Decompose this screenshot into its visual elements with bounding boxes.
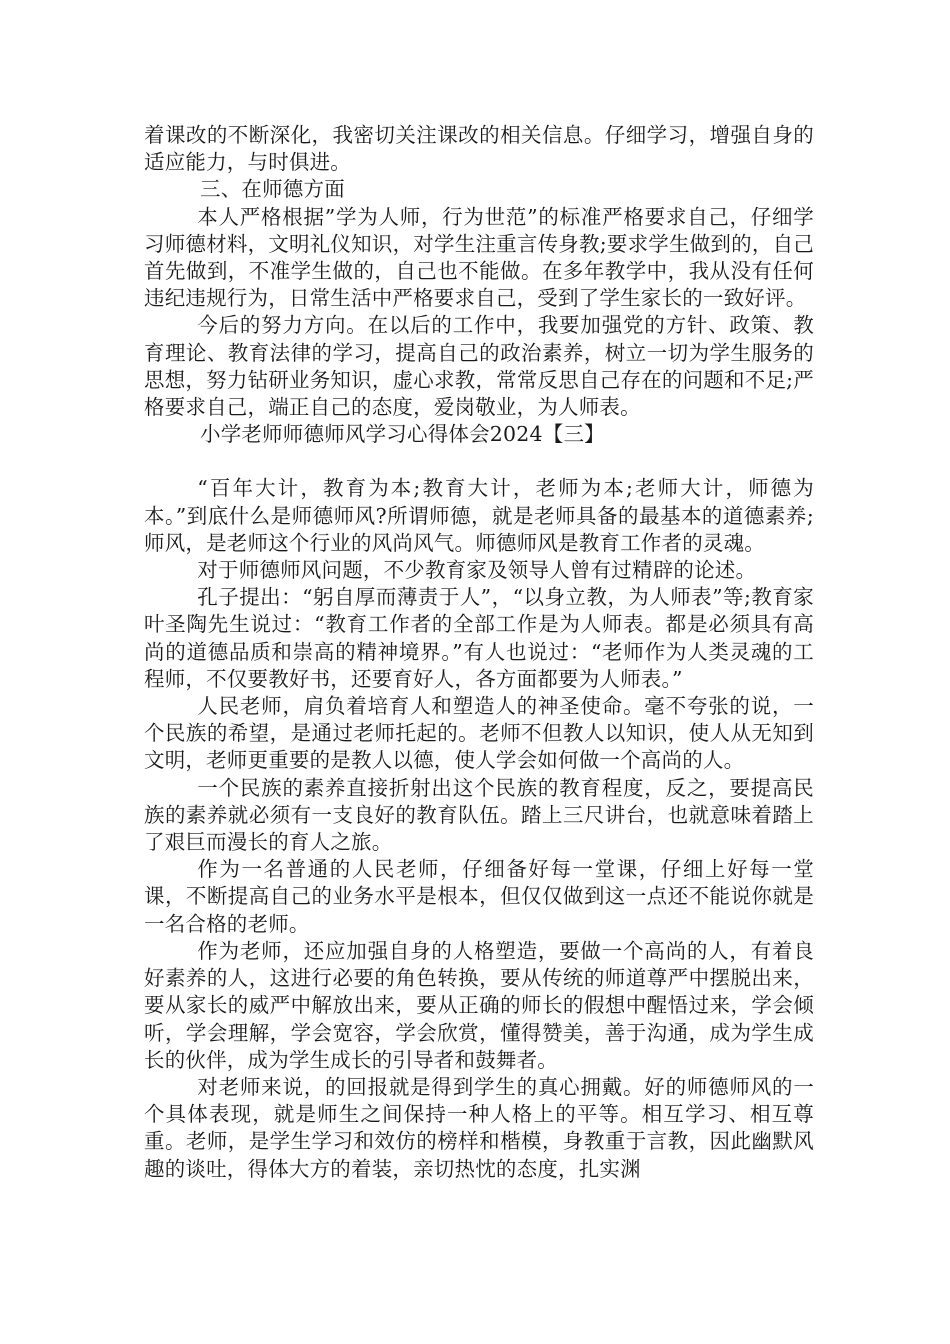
body-paragraph: 一个民族的素养直接折射出这个民族的教育程度，反之，要提高民族的素养就必须有一支良好的教育队伍。踏上三尺讲台，也就意味着踏上了艰巨而漫长的育人之旅。: [144, 775, 814, 855]
document-page: [144, 122, 814, 1183]
body-paragraph: 对老师来说，的回报就是得到学生的真心拥戴。好的师德师风的一个具体表现，就是师生之间保持一种人格上的平等。相互学习、相互尊重。老师，是学生学习和效仿的榜样和楷模，身教重于言教，因此幽默风趣的谈吐，得体大方的着装，亲切热忱的态度，扎实渊: [144, 1074, 814, 1181]
section-heading: 三、在师德方面: [200, 177, 345, 202]
blank-line: [144, 448, 814, 475]
body-paragraph: 作为老师，还应加强自身的人格塑造，要做一个高尚的人，有着良好素养的人，这进行必要的角色转换，要从传统的师道尊严中摆脱出来，要从家长的威严中解放出来，要从正确的师长的假想中醒悟过来，学会倾听，学会理解，学会宽容，学会欣赏，懂得赞美，善于沟通，成为学生成长的伙伴，成为学生成长的引导者和鼓舞者。: [144, 938, 814, 1072]
body-paragraph: 对于师德师风问题，不少教育家及领导人曾有过精辟的论述。: [197, 558, 757, 583]
body-paragraph: 作为一名普通的人民老师，仔细备好每一堂课，仔细上好每一堂课，不断提高自己的业务水平是根本，但仅仅做到这一点还不能说你就是一名合格的老师。: [144, 857, 814, 936]
body-paragraph: “百年大计，教育为本;教育大计，老师为本;老师大计，师德为本。”到底什么是师德师风?所谓师德，就是老师具备的最基本的道德素养;师风，是老师这个行业的风尚风气。师德师风是教育工作者的灵魂。: [144, 476, 814, 555]
continued-paragraph: 着课改的不断深化，我密切关注课改的相关信息。仔细学习，增强自身的适应能力，与时俱进。: [144, 123, 814, 175]
body-paragraph: 孔子提出：“躬自厚而薄责于人”，“以身立教，为人师表”等;教育家叶圣陶先生说过：“教育工作者的全部工作是为人师表。都是必须具有高尚的道德品质和崇高的精神境界。”有人也说过：“老师作为人类灵魂的工程师，不仅要教好书，还要育好人，各方面都要为人师表。”: [144, 585, 814, 691]
article-title: 小学老师师德师风学习心得体会2024【三】: [200, 422, 605, 447]
section-paragraph: 本人严格根据”学为人师，行为世范”的标准严格要求自己，仔细学习师德材料，文明礼仪知识，对学生注重言传身教;要求学生做到的，自己首先做到，不准学生做的，自己也不能做。在多年教学中，我从没有任何违纪违规行为，日常生活中严格要求自己，受到了学生家长的一致好评。: [144, 204, 814, 311]
future-direction-paragraph: 今后的努力方向。在以后的工作中，我要加强党的方针、政策、教育理论、教育法律的学习，提高自己的政治素养，树立一切为学生服务的思想，努力钻研业务知识，虚心求教，常常反思自己存在的问题和不足;严格要求自己，端正自己的态度，爱岗敬业，为人师表。: [144, 313, 814, 420]
body-paragraph: 人民老师，肩负着培育人和塑造人的神圣使命。毫不夸张的说，一个民族的希望，是通过老师托起的。老师不但教人以知识，使人从无知到文明，老师更重要的是教人以德，使人学会如何做一个高尚的人。: [144, 694, 814, 773]
